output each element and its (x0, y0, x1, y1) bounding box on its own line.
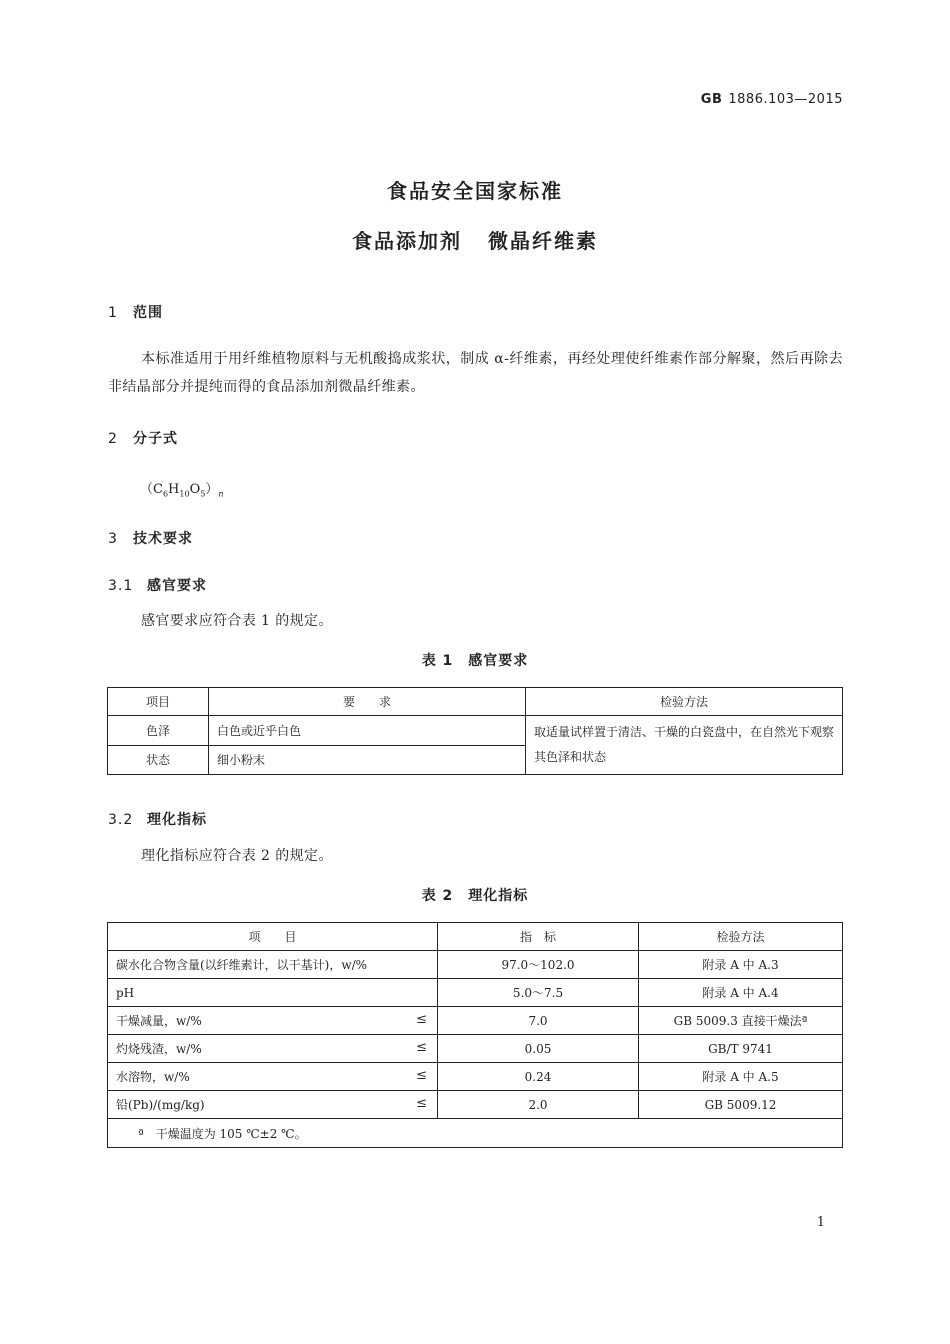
physicochemical-paragraph: 理化指标应符合表 2 的规定。 (141, 848, 333, 864)
standard-prefix: GB (700, 92, 723, 107)
section-title: 范围 (133, 305, 163, 321)
section-title: 分子式 (133, 431, 178, 447)
table-cell: ≤ 灼烧残渣，w/% (108, 1035, 438, 1063)
molecular-formula: $(C_6H_{10}O_5)_n$ (140, 482, 224, 499)
section-number: 2 (108, 431, 118, 447)
lte-symbol: ≤ (416, 1096, 427, 1111)
sensory-table (107, 687, 843, 775)
table2-caption: 表 2 理化指标 (421, 888, 529, 904)
table-header: 项目 (108, 688, 209, 716)
sensory-paragraph: 感官要求应符合表 1 的规定。 (141, 613, 333, 629)
section-title: 感官要求 (147, 578, 207, 594)
section-heading-formula (108, 428, 178, 448)
table-footnote: ª 干燥温度为 105 ℃±2 ℃。 (108, 1119, 843, 1148)
table-cell: 白色或近乎白色 (209, 716, 526, 746)
table-cell: GB 5009.12 (639, 1091, 843, 1119)
table-row (108, 1007, 843, 1035)
standard-code (701, 92, 843, 107)
table-cell: ≤ 铅(Pb)/(mg/kg) (108, 1091, 438, 1119)
table-cell: 0.05 (438, 1035, 639, 1063)
table-cell: 7.0 (438, 1007, 639, 1035)
table-row (108, 1035, 843, 1063)
table-header: 检验方法 (639, 923, 843, 951)
table-cell: 色泽 (108, 716, 209, 746)
table-cell: 碳水化合物含量(以纤维素计，以干基计)，w/% (108, 951, 438, 979)
document-subtitle (0, 225, 950, 254)
table-row (108, 979, 843, 1007)
table-header-row (108, 688, 843, 716)
section-heading-requirements (108, 528, 193, 548)
standard-number: 1886.103—2015 (728, 92, 843, 107)
section-number: 3.2 (108, 812, 134, 828)
table-cell: ≤ 干燥减量，w/% (108, 1007, 438, 1035)
subtitle-part-a: 食品添加剂 (352, 229, 462, 253)
table-header: 项 目 (108, 923, 438, 951)
scope-paragraph: 本标准适用于用纤维植物原料与无机酸捣成浆状，制成 α-纤维素，再经处理使纤维素作部分解聚，然后再除去非结晶部分并提纯而得的食品添加剂微晶纤维素。 (108, 351, 843, 395)
table-cell: 5.0～7.5 (438, 979, 639, 1007)
subtitle-part-b: 微晶纤维素 (488, 229, 598, 253)
table-row (108, 951, 843, 979)
table-cell: 状态 (108, 745, 209, 775)
table-row (108, 1063, 843, 1091)
section-number: 1 (108, 305, 118, 321)
table-header: 要 求 (209, 688, 526, 716)
document-title: 食品安全国家标准 (387, 179, 563, 203)
table-cell: GB 5009.3 直接干燥法ª (639, 1007, 843, 1035)
section-heading-scope (108, 302, 163, 322)
physicochemical-table (107, 922, 843, 1148)
section-heading-sensory (108, 575, 207, 595)
section-heading-physicochemical (108, 809, 207, 829)
section-title: 技术要求 (133, 531, 193, 547)
table-cell: GB/T 9741 (639, 1035, 843, 1063)
table-cell: 0.24 (438, 1063, 639, 1091)
table-cell: 2.0 (438, 1091, 639, 1119)
lte-symbol: ≤ (416, 1068, 427, 1083)
table-cell: 细小粉末 (209, 745, 526, 775)
section-number: 3 (108, 531, 118, 547)
table-cell: 97.0～102.0 (438, 951, 639, 979)
table-footnote-row (108, 1119, 843, 1148)
table-cell: 附录 A 中 A.3 (639, 951, 843, 979)
table-cell: ≤ 水溶物，w/% (108, 1063, 438, 1091)
lte-symbol: ≤ (416, 1012, 427, 1027)
table-header: 检验方法 (526, 688, 843, 716)
table-header-row (108, 923, 843, 951)
table-cell: 附录 A 中 A.4 (639, 979, 843, 1007)
table-header: 指 标 (438, 923, 639, 951)
lte-symbol: ≤ (416, 1040, 427, 1055)
table-cell-method: 取适量试样置于清洁、干燥的白瓷盘中，在自然光下观察其色泽和状态 (526, 716, 843, 775)
table-cell: pH (108, 979, 438, 1007)
table-row (108, 1091, 843, 1119)
table-cell: 附录 A 中 A.5 (639, 1063, 843, 1091)
page-number: 1 (816, 1215, 825, 1230)
section-title: 理化指标 (147, 812, 207, 828)
section-number: 3.1 (108, 578, 134, 594)
table1-caption: 表 1 感官要求 (421, 653, 529, 669)
table-row (108, 716, 843, 746)
